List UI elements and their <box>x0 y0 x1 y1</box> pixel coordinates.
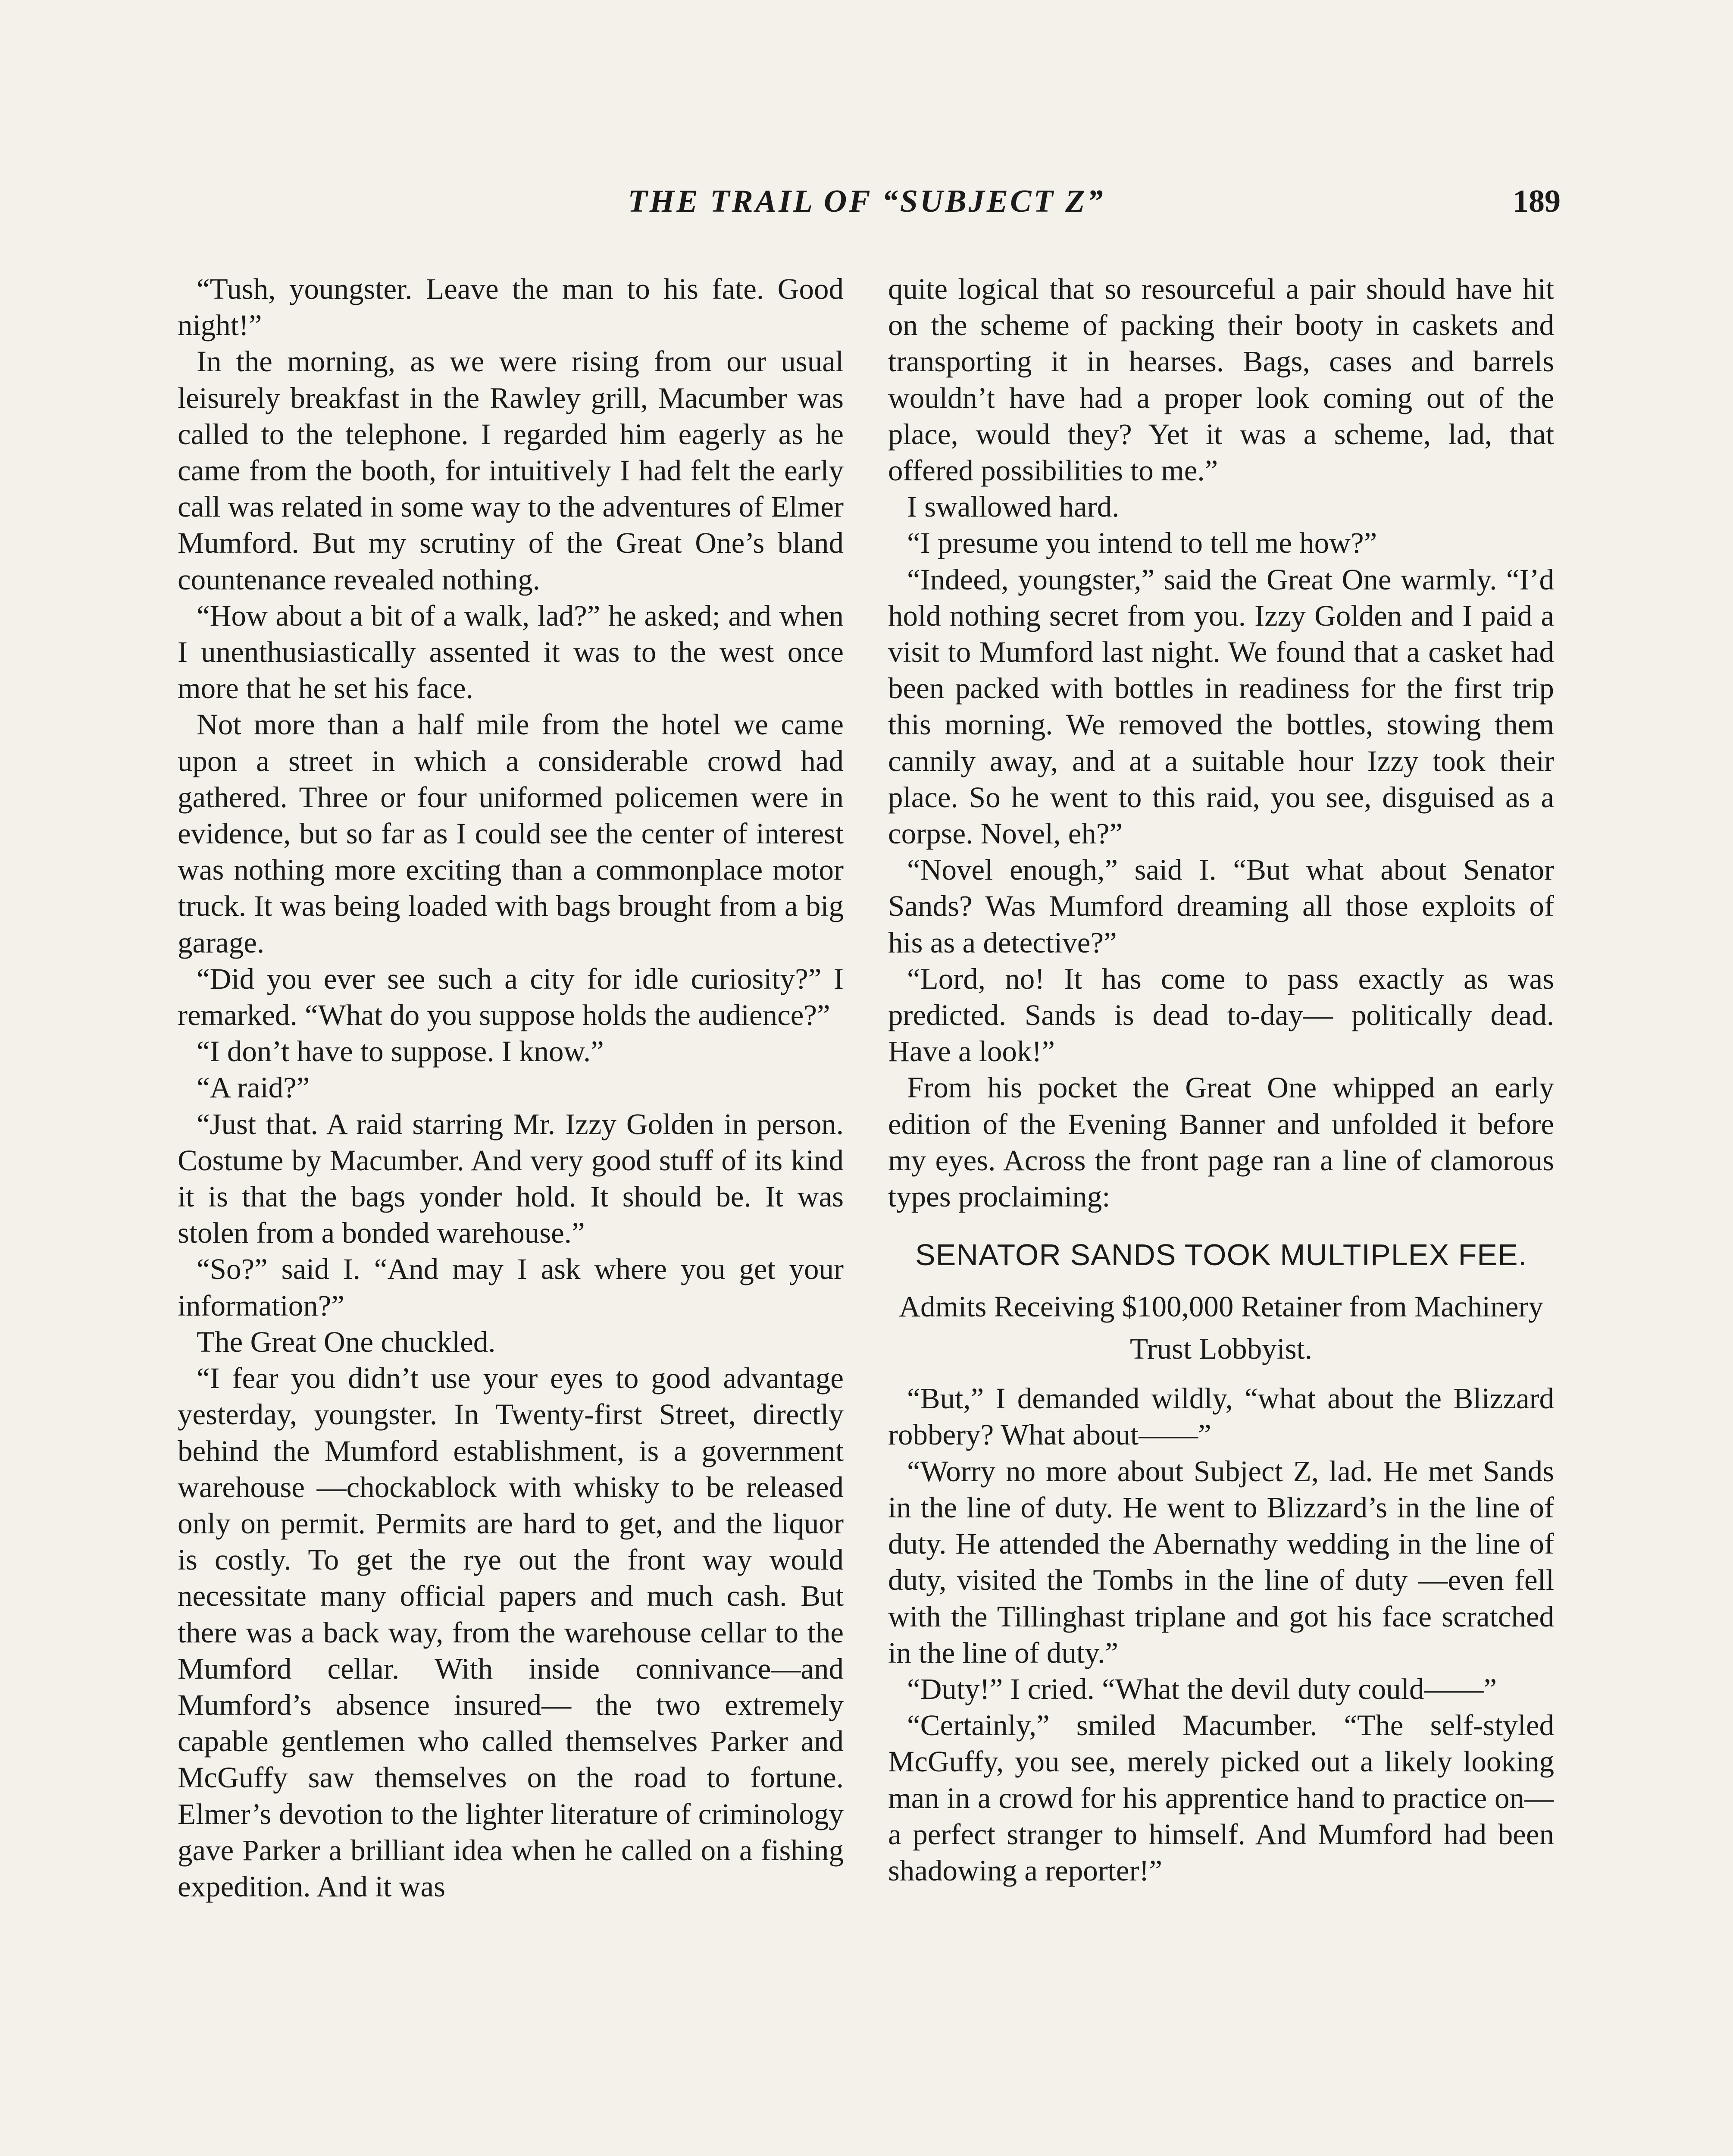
paragraph: I swallowed hard. <box>907 490 1120 523</box>
paragraph: “But,” I demanded wildly, “what about the Blizzard robbery? What about——” <box>888 1382 1554 1451</box>
paragraph: “Did you ever see such a city for idle curiosity?” I remarked. “What do you suppose holds the audience?” <box>178 962 844 1032</box>
continued-paragraph: quite logical that so resourceful a pair should have hit on the scheme of packing their booty in caskets and transporting it in hearses. Bags, cases and barrels wouldn’t have had a proper look coming out of the place, would they? Yet it was a scheme, lad, that offered possibilities to me.” <box>888 273 1554 487</box>
paragraph: Not more than a half mile from the hotel we came upon a street in which a considerable crowd had gathered. Three or four uniformed policemen were in evidence, but so far as I could see the center of interest was nothing more exciting than a commonplace motor truck. It was being loaded with bags brought from a big garage. <box>178 708 844 959</box>
page-header <box>172 183 1561 235</box>
paragraph: “Duty!” I cried. “What the devil duty could——” <box>907 1672 1497 1705</box>
paragraph: “How about a bit of a walk, lad?” he asked; and when I unenthusiastically assented it was to the west once more that he set his face. <box>178 599 844 705</box>
right-column <box>888 271 1554 2156</box>
paragraph: “Indeed, youngster,” said the Great One warmly. “I’d hold nothing secret from you. Izzy Golden and I paid a visit to Mumford last night. We found that a casket had been packed with bottles in readiness for the first trip this morning. We removed the bottles, stowing them cannily away, and at a suitable hour Izzy took their place. So he went to this raid, you see, disguised as a corpse. Novel, eh?” <box>888 563 1554 850</box>
paragraph: “Just that. A raid starring Mr. Izzy Golden in person. Costume by Macumber. And very good stuff of its kind it is that the bags yonder hold. It should be. It was stolen from a bonded warehouse.” <box>178 1107 844 1250</box>
paragraph: The Great One chuckled. <box>197 1325 496 1358</box>
paragraph: “Lord, no! It has come to pass exactly as was predicted. Sands is dead to-day— politically dead. Have a look!” <box>888 962 1554 1068</box>
running-title: THE TRAIL OF “SUBJECT Z” <box>628 184 1105 219</box>
paragraph: “I don’t have to suppose. I know.” <box>197 1035 604 1068</box>
paragraph: “I presume you intend to tell me how?” <box>907 526 1377 560</box>
paragraph: “Tush, youngster. Leave the man to his fate. Good night!” <box>178 273 844 342</box>
left-column <box>178 271 844 2156</box>
paragraph: In the morning, as we were rising from our usual leisurely breakfast in the Rawley grill, Macumber was called to the telephone. I regarded him eagerly as he came from the booth, for intuitively I had felt the early call was related in some way to the adventures of Elmer Mumford. But my scrutiny of the Great One’s bland countenance revealed nothing. <box>178 345 844 596</box>
paragraph: From his pocket the Great One whipped an early edition of the Evening Banner and unfolded it before my eyes. Across the front page ran a line of clamorous types proclaiming: <box>888 1071 1554 1213</box>
newspaper-headline: SENATOR SANDS TOOK MULTIPLEX FEE. <box>915 1238 1527 1272</box>
paragraph: “Certainly,” smiled Macumber. “The self-styled McGuffy, you see, merely picked out a likely looking man in a crowd for his apprentice hand to practice on—a perfect stranger to himself. And Mumford had been shadowing a reporter!” <box>888 1709 1554 1887</box>
page-number: 189 <box>1513 184 1561 219</box>
paragraph: “Worry no more about Subject Z, lad. He met Sands in the line of duty. He went to Blizzard’s in the line of duty. He attended the Abernathy wedding in the line of duty, visited the Tombs in the line of duty —even fell with the Tillinghast triplane and got his face scratched in the line of duty.” <box>888 1454 1554 1669</box>
paragraph: “So?” said I. “And may I ask where you get your information?” <box>178 1253 844 1322</box>
newspaper-subhead: Admits Receiving $100,000 Retainer from Machinery Trust Lobbyist. <box>899 1290 1543 1366</box>
paragraph: “A raid?” <box>197 1071 310 1104</box>
paragraph: “Novel enough,” said I. “But what about Senator Sands? Was Mumford dreaming all those exploits of his as a detective?” <box>888 853 1554 959</box>
paragraph: “I fear you didn’t use your eyes to good advantage yesterday, youngster. In Twenty-first Street, directly behind the Mumford establishment, is a government warehouse —chockablock with whisky to be released only on permit. Permits are hard to get, and the liquor is costly. To get the rye out the front way would necessitate many official papers and much cash. But there was a back way, from the warehouse cellar to the Mumford cellar. With inside connivance—and Mumford’s absence insured— the two extremely capable gentlemen who called themselves Parker and McGuffy saw themselves on the road to fortune. Elmer’s devotion to the lighter literature of criminology gave Parker a brilliant idea when he called on a fishing expedition. And it was <box>178 1362 844 1903</box>
